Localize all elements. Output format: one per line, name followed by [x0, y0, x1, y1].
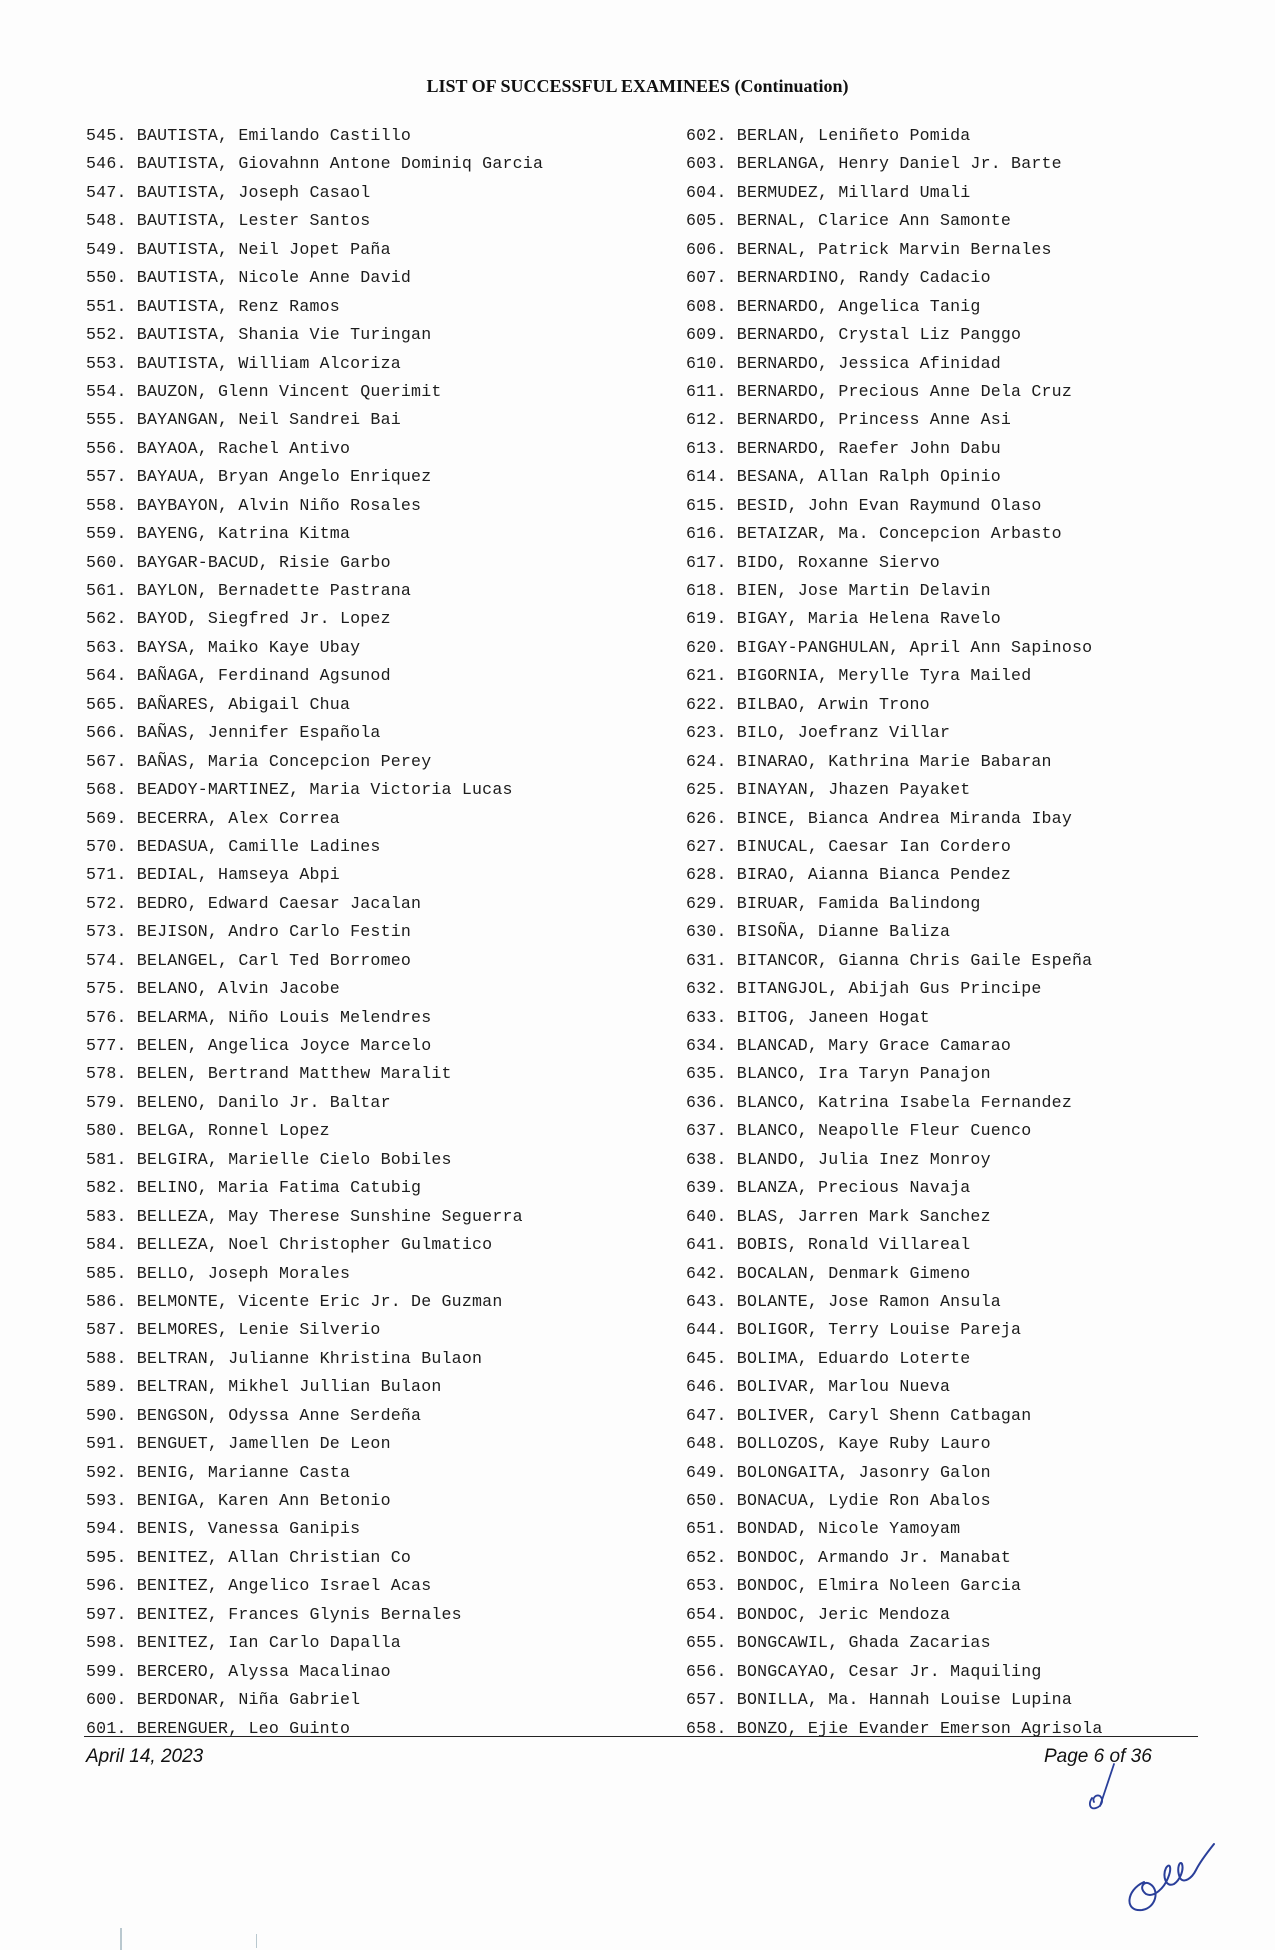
examinee-entry: 593. BENIGA, Karen Ann Betonio [86, 1491, 391, 1510]
examinee-entry: 636. BLANCO, Katrina Isabela Fernandez [686, 1092, 1072, 1112]
examinee-entry: 546. BAUTISTA, Giovahnn Antone Dominiq Garcia [86, 154, 544, 174]
examinee-entry: 613. BERNARDO, Raefer John Dabu [686, 438, 1001, 458]
examinee-entry: 582. BELINO, Maria Fatima Catubig [86, 1178, 422, 1198]
examinee-entry: 564. BAÑAGA, Ferdinand Agsunod [86, 666, 391, 686]
examinee-entry: 610. BERNARDO, Jessica Afinidad [686, 353, 1001, 373]
examinee-entry: 646. BOLIVAR, Marlou Nueva [686, 1377, 951, 1397]
examinee-entry: 577. BELEN, Angelica Joyce Marcelo [86, 1036, 432, 1055]
examinee-entry: 598. BENITEZ, Ian Carlo Dapalla [86, 1633, 401, 1653]
examinee-entry: 565. BAÑARES, Abigail Chua [86, 694, 351, 714]
examinee-entry: 569. BECERRA, Alex Correa [86, 808, 340, 828]
examinee-entry: 575. BELANO, Alvin Jacobe [86, 979, 340, 999]
page-title: LIST OF SUCCESSFUL EXAMINEES (Continuation) [426, 76, 849, 96]
examinee-entry: 555. BAYANGAN, Neil Sandrei Bai [86, 410, 401, 430]
examinee-entry: 576. BELARMA, Niño Louis Melendres [86, 1007, 432, 1027]
examinee-entry: 597. BENITEZ, Frances Glynis Bernales [86, 1604, 462, 1624]
examinee-entry: 656. BONGCAYAO, Cesar Jr. Maquiling [686, 1661, 1042, 1681]
examinee-entry: 587. BELMORES, Lenie Silverio [86, 1320, 381, 1340]
examinee-entry: 641. BOBIS, Ronald Villareal [686, 1235, 971, 1255]
examinee-entry: 616. BETAIZAR, Ma. Concepcion Arbasto [686, 524, 1062, 544]
examinee-entry: 625. BINAYAN, Jhazen Payaket [686, 780, 971, 800]
examinee-entry: 588. BELTRAN, Julianne Khristina Bulaon [86, 1348, 483, 1368]
examinee-entry: 645. BOLIMA, Eduardo Loterte [686, 1348, 971, 1368]
examinee-entry: 622. BILBAO, Arwin Trono [686, 694, 930, 714]
examinee-entry: 649. BOLONGAITA, Jasonry Galon [686, 1462, 991, 1482]
examinee-entry: 621. BIGORNIA, Merylle Tyra Mailed [686, 666, 1032, 686]
examinee-entry: 589. BELTRAN, Mikhel Jullian Bulaon [86, 1377, 442, 1397]
examinee-entry: 629. BIRUAR, Famida Balindong [686, 893, 981, 913]
examinee-entry: 611. BERNARDO, Precious Anne Dela Cruz [686, 381, 1072, 401]
examinee-entry: 596. BENITEZ, Angelico Israel Acas [86, 1576, 432, 1596]
examinee-entry: 624. BINARAO, Kathrina Marie Babaran [686, 751, 1052, 771]
examinee-entry: 604. BERMUDEZ, Millard Umali [686, 182, 971, 202]
examinee-entry: 590. BENGSON, Odyssa Anne Serdeña [86, 1405, 422, 1425]
examinee-entry: 602. BERLAN, Leniñeto Pomida [686, 126, 971, 145]
footer-date: April 14, 2023 [86, 1746, 204, 1767]
examinee-entry: 637. BLANCO, Neapolle Fleur Cuenco [686, 1121, 1032, 1141]
examinee-entry: 612. BERNARDO, Princess Anne Asi [686, 410, 1012, 430]
examinee-entry: 579. BELENO, Danilo Jr. Baltar [86, 1092, 391, 1112]
examinee-entry: 581. BELGIRA, Marielle Cielo Bobiles [86, 1149, 452, 1169]
examinee-entry: 643. BOLANTE, Jose Ramon Ansula [686, 1291, 1001, 1311]
examinee-entry: 630. BISOÑA, Dianne Baliza [686, 922, 951, 942]
examinee-entry: 627. BINUCAL, Caesar Ian Cordero [686, 836, 1012, 856]
examinee-entry: 552. BAUTISTA, Shania Vie Turingan [86, 325, 432, 345]
examinee-entry: 633. BITOG, Janeen Hogat [686, 1007, 930, 1027]
examinee-entry: 549. BAUTISTA, Neil Jopet Paña [86, 239, 391, 259]
examinee-entry: 554. BAUZON, Glenn Vincent Querimit [86, 381, 442, 401]
examinee-entry: 572. BEDRO, Edward Caesar Jacalan [86, 893, 422, 913]
examinee-entry: 648. BOLLOZOS, Kaye Ruby Lauro [686, 1434, 991, 1454]
examinee-entry: 560. BAYGAR-BACUD, Risie Garbo [86, 552, 391, 572]
examinee-entry: 599. BERCERO, Alyssa Macalinao [86, 1661, 391, 1681]
examinee-list-right-column [686, 122, 1246, 1743]
examinee-entry: 651. BONDAD, Nicole Yamoyam [686, 1519, 961, 1539]
examinee-entry: 570. BEDASUA, Camille Ladines [86, 836, 381, 856]
examinee-entry: 615. BESID, John Evan Raymund Olaso [686, 495, 1042, 515]
examinee-entry: 654. BONDOC, Jeric Mendoza [686, 1604, 951, 1624]
examinee-entry: 617. BIDO, Roxanne Siervo [686, 552, 940, 572]
examinee-entry: 638. BLANDO, Julia Inez Monroy [686, 1149, 991, 1169]
handwritten-initial-icon [1084, 1762, 1124, 1816]
examinee-entry: 578. BELEN, Bertrand Matthew Maralit [86, 1064, 452, 1084]
examinee-entry: 547. BAUTISTA, Joseph Casaol [86, 182, 371, 202]
examinee-entry: 563. BAYSA, Maiko Kaye Ubay [86, 637, 361, 657]
examinee-entry: 658. BONZO, Ejie Evander Emerson Agrisola [686, 1718, 1103, 1738]
examinee-entry: 644. BOLIGOR, Terry Louise Pareja [686, 1320, 1022, 1340]
examinee-entry: 653. BONDOC, Elmira Noleen Garcia [686, 1576, 1022, 1596]
examinee-entry: 623. BILO, Joefranz Villar [686, 723, 951, 743]
scan-artifact [256, 1934, 257, 1948]
examinee-entry: 580. BELGA, Ronnel Lopez [86, 1121, 330, 1141]
examinee-entry: 574. BELANGEL, Carl Ted Borromeo [86, 950, 412, 970]
examinee-entry: 639. BLANZA, Precious Navaja [686, 1178, 971, 1198]
examinee-entry: 600. BERDONAR, Niña Gabriel [86, 1690, 361, 1710]
examinee-entry: 568. BEADOY-MARTINEZ, Maria Victoria Lucas [86, 780, 513, 800]
examinee-entry: 558. BAYBAYON, Alvin Niño Rosales [86, 495, 422, 515]
examinee-entry: 591. BENGUET, Jamellen De Leon [86, 1434, 391, 1454]
footer-divider [84, 1736, 1198, 1737]
examinee-entry: 595. BENITEZ, Allan Christian Co [86, 1547, 412, 1567]
examinee-entry: 607. BERNARDINO, Randy Cadacio [686, 268, 991, 288]
examinee-entry: 584. BELLEZA, Noel Christopher Gulmatico [86, 1235, 493, 1255]
examinee-entry: 545. BAUTISTA, Emilando Castillo [86, 126, 412, 145]
examinee-entry: 620. BIGAY-PANGHULAN, April Ann Sapinoso [686, 637, 1093, 657]
examinee-entry: 592. BENIG, Marianne Casta [86, 1462, 351, 1482]
examinee-entry: 594. BENIS, Vanessa Ganipis [86, 1519, 361, 1539]
examinee-entry: 561. BAYLON, Bernadette Pastrana [86, 581, 412, 600]
examinee-entry: 647. BOLIVER, Caryl Shenn Catbagan [686, 1405, 1032, 1425]
examinee-entry: 609. BERNARDO, Crystal Liz Panggo [686, 325, 1022, 345]
examinee-entry: 618. BIEN, Jose Martin Delavin [686, 581, 991, 600]
examinee-list-left-column [86, 122, 646, 1743]
examinee-entry: 626. BINCE, Bianca Andrea Miranda Ibay [686, 808, 1072, 828]
examinee-entry: 566. BAÑAS, Jennifer Española [86, 723, 381, 743]
examinee-entry: 548. BAUTISTA, Lester Santos [86, 211, 371, 231]
footer-page-number: Page 6 of 36 [1044, 1746, 1152, 1767]
examinee-entry: 571. BEDIAL, Hamseya Abpi [86, 865, 340, 885]
examinee-entry: 551. BAUTISTA, Renz Ramos [86, 296, 340, 316]
examinee-entry: 553. BAUTISTA, William Alcoriza [86, 353, 401, 373]
examinee-entry: 614. BESANA, Allan Ralph Opinio [686, 467, 1001, 487]
examinee-entry: 632. BITANGJOL, Abijah Gus Principe [686, 979, 1042, 999]
examinee-entry: 559. BAYENG, Katrina Kitma [86, 524, 351, 544]
examinee-entry: 562. BAYOD, Siegfred Jr. Lopez [86, 609, 391, 629]
examinee-entry: 567. BAÑAS, Maria Concepcion Perey [86, 751, 432, 771]
examinee-entry: 573. BEJISON, Andro Carlo Festin [86, 922, 412, 942]
examinee-entry: 586. BELMONTE, Vicente Eric Jr. De Guzman [86, 1291, 503, 1311]
examinee-entry: 631. BITANCOR, Gianna Chris Gaile Espeña [686, 950, 1093, 970]
examinee-entry: 657. BONILLA, Ma. Hannah Louise Lupina [686, 1690, 1072, 1710]
examinee-entry: 642. BOCALAN, Denmark Gimeno [686, 1263, 971, 1283]
examinee-entry: 605. BERNAL, Clarice Ann Samonte [686, 211, 1012, 231]
examinee-entry: 628. BIRAO, Aianna Bianca Pendez [686, 865, 1012, 885]
examinee-entry: 652. BONDOC, Armando Jr. Manabat [686, 1547, 1012, 1567]
examinee-entry: 635. BLANCO, Ira Taryn Panajon [686, 1064, 991, 1084]
examinee-entry: 608. BERNARDO, Angelica Tanig [686, 296, 981, 316]
examinee-entry: 557. BAYAUA, Bryan Angelo Enriquez [86, 467, 432, 487]
examinee-entry: 606. BERNAL, Patrick Marvin Bernales [686, 239, 1052, 259]
examinee-entry: 655. BONGCAWIL, Ghada Zacarias [686, 1633, 991, 1653]
examinee-entry: 640. BLAS, Jarren Mark Sanchez [686, 1206, 991, 1226]
examinee-entry: 585. BELLO, Joseph Morales [86, 1263, 351, 1283]
examinee-entry: 556. BAYAOA, Rachel Antivo [86, 438, 351, 458]
scan-artifact [120, 1928, 122, 1950]
handwritten-signature-icon [1120, 1838, 1230, 1918]
examinee-entry: 619. BIGAY, Maria Helena Ravelo [686, 609, 1001, 629]
examinee-entry: 601. BERENGUER, Leo Guinto [86, 1718, 351, 1738]
examinee-entry: 550. BAUTISTA, Nicole Anne David [86, 268, 412, 288]
examinee-entry: 583. BELLEZA, May Therese Sunshine Seguerra [86, 1206, 523, 1226]
examinee-entry: 650. BONACUA, Lydie Ron Abalos [686, 1491, 991, 1510]
examinee-entry: 603. BERLANGA, Henry Daniel Jr. Barte [686, 154, 1062, 174]
examinee-entry: 634. BLANCAD, Mary Grace Camarao [686, 1036, 1012, 1055]
